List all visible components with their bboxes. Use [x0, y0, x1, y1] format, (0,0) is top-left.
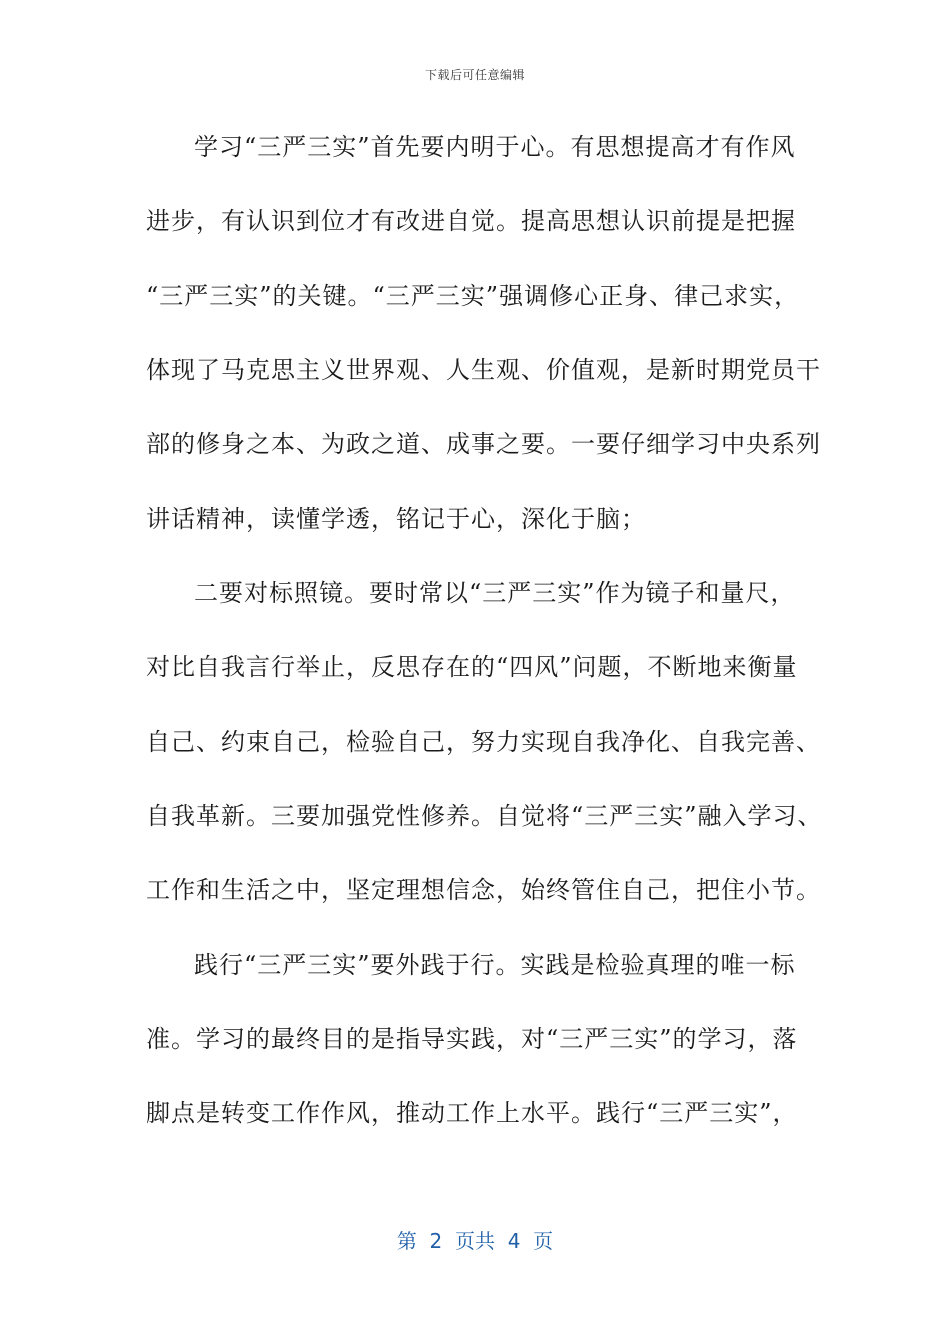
body-line: 准。学习的最终目的是指导实践，对“三严三实”的学习，落: [146, 1025, 798, 1053]
body-line: 进步，有认识到位才有改进自觉。提高思想认识前提是把握: [146, 207, 796, 235]
body-line: 自己、约束自己，检验自己，努力实现自我净化、自我完善、: [146, 728, 821, 756]
page-number: 第 2 页共 4 页: [396, 1229, 554, 1253]
body-line: 学习“三严三实”首先要内明于心。有思想提高才有作风: [194, 133, 796, 161]
body-line: 自我革新。三要加强党性修养。自觉将“三严三实”融入学习、: [146, 802, 823, 830]
body-line: 二要对标照镜。要时常以“三严三实”作为镜子和量尺，: [194, 579, 796, 607]
body-line: 体现了马克思主义世界观、人生观、价值观，是新时期党员干: [146, 356, 821, 384]
body-line: 部的修身之本、为政之道、成事之要。一要仔细学习中央系列: [146, 430, 821, 458]
body-line: 脚点是转变工作作风，推动工作上水平。践行“三严三实”，: [146, 1099, 798, 1127]
body-line: 讲话精神，读懂学透，铭记于心，深化于脑；: [146, 505, 646, 533]
body-line: 践行“三严三实”要外践于行。实践是检验真理的唯一标: [194, 951, 796, 979]
body-line: 工作和生活之中，坚定理想信念，始终管住自己，把住小节。: [146, 876, 821, 904]
body-line: 对比自我言行举止，反思存在的“四风”问题，不断地来衡量: [146, 653, 798, 681]
body-line: “三严三实”的关键。“三严三实”强调修心正身、律己求实，: [146, 282, 800, 310]
page-header: 下载后可任意编辑: [424, 68, 525, 82]
